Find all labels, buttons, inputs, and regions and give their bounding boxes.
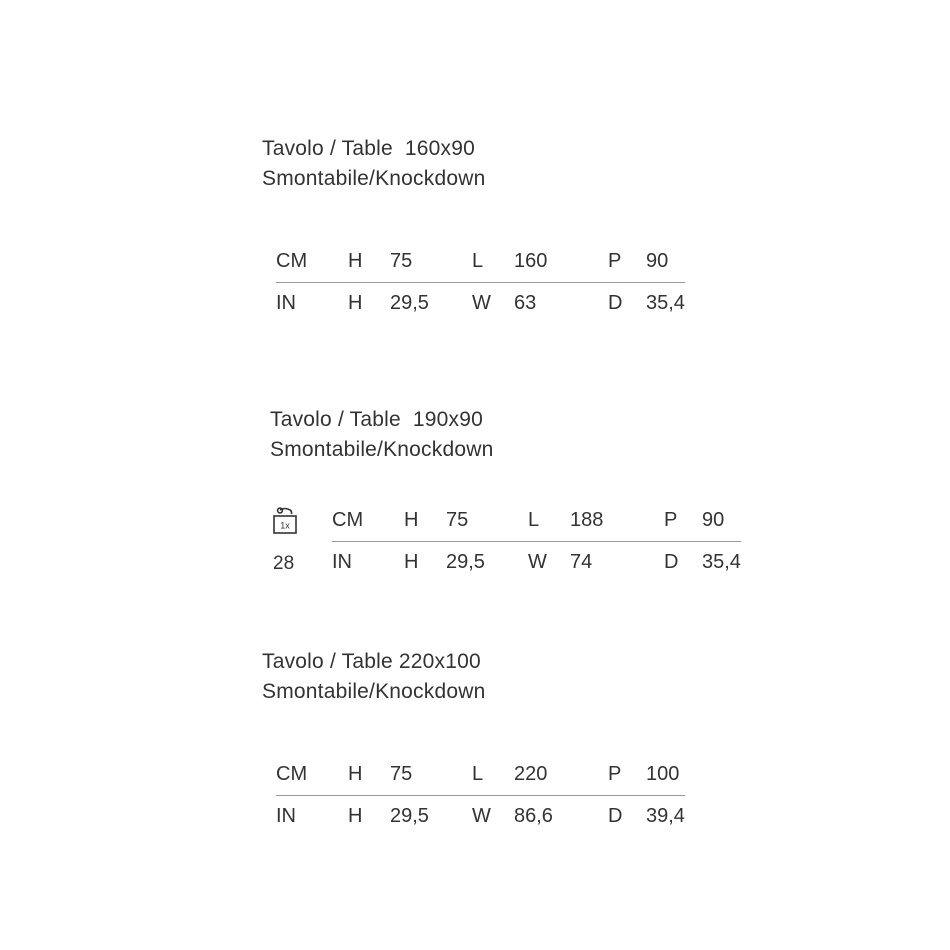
width-label: W [472,805,491,827]
product-spec-block [262,134,685,319]
length-label: L [456,246,506,283]
width-value: 63 [514,292,537,314]
width-value: 74 [570,551,593,573]
unit-label: CM [276,759,330,796]
table-row [276,246,685,283]
unit-label: IN [332,551,352,573]
length-value: 220 [506,759,592,796]
table-row [276,759,685,796]
height-value: 29,5 [390,805,429,827]
product-title-line-2: Smontabile/Knockdown [270,438,494,461]
product-spec-block [262,647,685,832]
height-value: 75 [382,246,456,283]
width-value: 86,6 [514,805,553,827]
height-label: H [348,805,363,827]
depth-label: D [608,292,623,314]
table-row [276,796,685,833]
box-with-handle-icon [270,507,300,543]
product-title-line-2: Smontabile/Knockdown [262,167,486,190]
dimensions-section [270,505,741,578]
depth-value: 90 [638,246,685,283]
table-row [332,542,741,579]
unit-label: CM [276,246,330,283]
dimensions-section [276,759,685,832]
width-label: W [528,551,547,573]
depth-value: 35,4 [646,292,685,314]
depth-label: P [648,505,694,542]
unit-label: CM [332,505,386,542]
length-value: 160 [506,246,592,283]
depth-value: 90 [694,505,741,542]
product-title-line-1: Tavolo / Table 160x90 [262,137,475,160]
unit-label: IN [276,292,296,314]
depth-label: D [608,805,623,827]
dimensions-table [276,246,685,319]
product-title-line-1: Tavolo / Table 190x90 [270,408,483,431]
depth-label: D [664,551,679,573]
depth-label: P [592,246,638,283]
height-label: H [404,551,419,573]
table-row [332,505,741,542]
height-value: 29,5 [446,551,485,573]
height-label: H [330,759,382,796]
dimensions-section [276,246,685,319]
product-title-line-2: Smontabile/Knockdown [262,680,486,703]
width-label: W [472,292,491,314]
dimensions-table [276,759,685,832]
package-count: 28 [273,553,295,574]
unit-label: IN [276,805,296,827]
height-label: H [348,292,363,314]
length-value: 188 [562,505,648,542]
packaging-info [270,505,332,575]
depth-value: 35,4 [702,551,741,573]
svg-text:1x: 1x [280,520,290,531]
dimensions-table [332,505,741,578]
height-value: 29,5 [390,292,429,314]
product-spec-block [270,405,741,578]
table-row [276,283,685,320]
height-value: 75 [438,505,512,542]
length-label: L [456,759,506,796]
depth-value: 100 [638,759,685,796]
product-title-line-1: Tavolo / Table 220x100 [262,650,481,673]
height-value: 75 [382,759,456,796]
height-label: H [330,246,382,283]
depth-label: P [592,759,638,796]
length-label: L [512,505,562,542]
height-label: H [386,505,438,542]
depth-value: 39,4 [646,805,685,827]
